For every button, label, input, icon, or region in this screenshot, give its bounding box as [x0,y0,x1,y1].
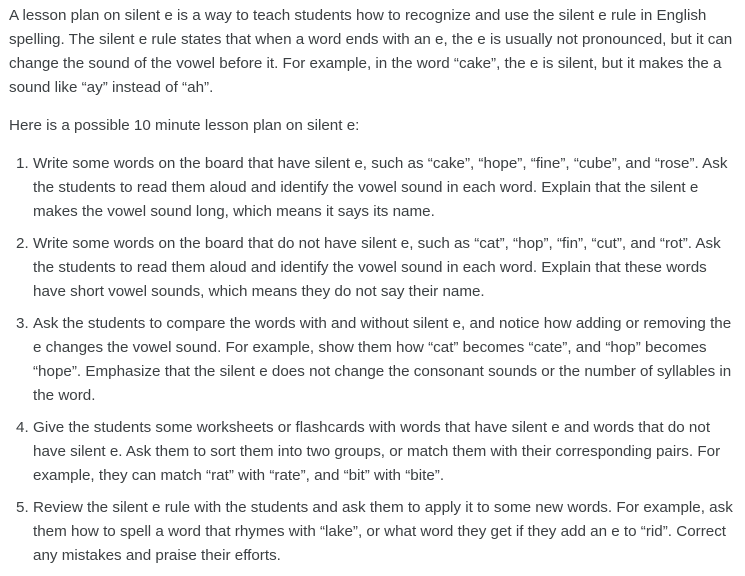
list-item [9,312,741,408]
list-item-text: Give the students some worksheets or flashcards with words that have silent e and words that do not have silent e. Ask them to sort them into two groups, or match them with their corresponding pairs. For example, they can match “rat” with “rate”, and “bit” with “bite”. [33,419,721,484]
intro-paragraph: A lesson plan on silent e is a way to teach students how to recognize and use the silent e rule in English spelling. The silent e rule states that when a word ends with an e, the e is usually not pronounced, but it can change the sound of the vowel before it. For example, in the word “cake”, the e is silent, but it makes the a sound like “ay” instead of “ah”. [9,7,733,96]
list-item-number: 5. [16,499,29,516]
list-item-number: 3. [16,315,29,332]
lead-paragraph: Here is a possible 10 minute lesson plan on silent e: [9,117,360,134]
list-item-number: 1. [16,155,29,172]
list-item-text: Write some words on the board that do not have silent e, such as “cat”, “hop”, “fin”, “cut”, and “rot”. Ask the students to read them aloud and identify the vowel sound in each word. Explain that these words have short vowel sounds, which means they do not say their name. [33,235,721,300]
list-item [9,232,741,304]
list-item-number: 2. [16,235,29,252]
list-item [9,496,741,568]
list-item [9,152,741,224]
list-item [9,416,741,488]
list-item-text: Review the silent e rule with the students and ask them to apply it to some new words. For example, ask them how to spell a word that rhymes with “lake”, or what word they get if they add an e to “rid”. Correct any mistakes and praise their efforts. [33,499,733,564]
list-item-text: Write some words on the board that have silent e, such as “cake”, “hope”, “fine”, “cube”, and “rose”. Ask the students to read them aloud and identify the vowel sound in each word. Explain that the silent e makes the vowel sound long, which means it says its name. [33,155,728,220]
list-item-number: 4. [16,419,29,436]
lesson-steps-list [9,152,741,568]
list-item-text: Ask the students to compare the words with and without silent e, and notice how adding or removing the e changes the vowel sound. For example, show them how “cat” becomes “cate”, and “hop” becomes “hope”. Emphasize that the silent e does not change the consonant sounds or the number of syllables in the word. [33,315,732,404]
